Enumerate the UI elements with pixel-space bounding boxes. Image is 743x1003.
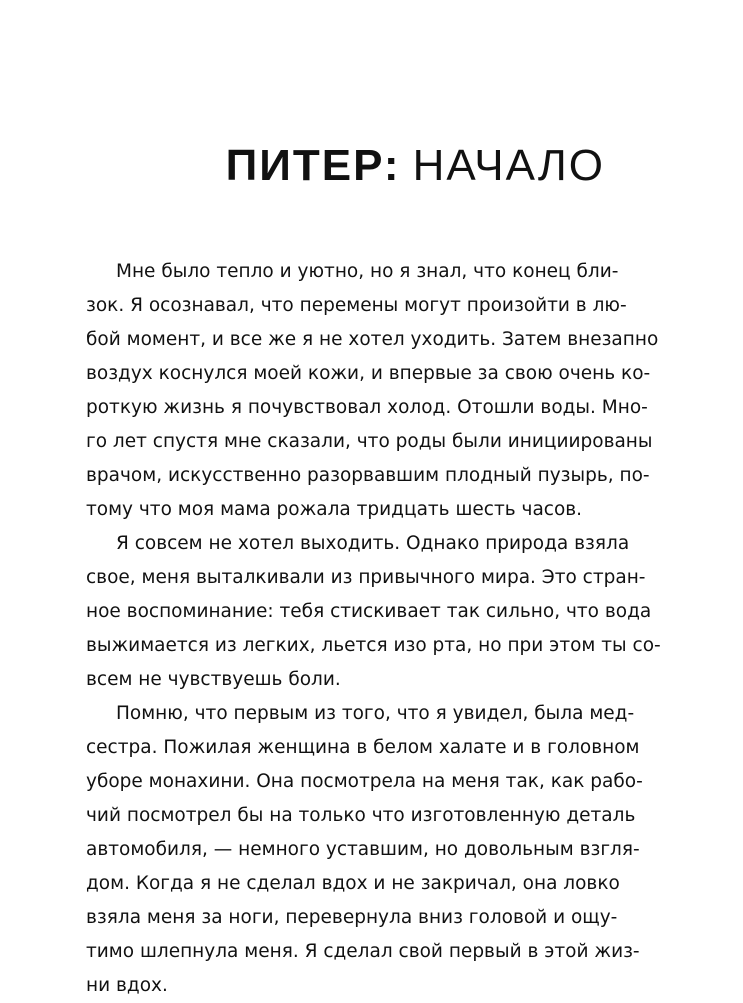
text-line: врачом, искусственно разорвавшим плодный пузырь, по- [86, 465, 650, 486]
text-line: ни вдох. [86, 975, 168, 996]
text-line: бой момент, и все же я не хотел уходить. Затем внезапно [86, 329, 659, 350]
text-line: всем не чувствуешь боли. [86, 669, 341, 690]
text-line: свое, меня выталкивали из привычного мира. Это стран- [86, 567, 646, 588]
text-line: дом. Когда я не сделал вдох и не закричал, она ловко [86, 873, 620, 894]
text-line: Мне было тепло и уютно, но я знал, что конец бли- [116, 261, 619, 282]
text-line: го лет спустя мне сказали, что роды были инициированы [86, 431, 653, 452]
chapter-title [226, 140, 605, 192]
text-line: выжимается из легких, льется изо рта, но при этом ты со- [86, 635, 661, 656]
text-line: тому что моя мама рожала тридцать шесть часов. [86, 499, 583, 520]
text-line: Помню, что первым из того, что я увидел, была мед- [116, 703, 635, 724]
text-line: Я совсем не хотел выходить. Однако природа взяла [116, 533, 630, 554]
text-line: воздух коснулся моей кожи, и впервые за свою очень ко- [86, 363, 651, 384]
text-line: сестра. Пожилая женщина в белом халате и в головном [86, 737, 640, 758]
chapter-title-light: НАЧАЛО [412, 141, 605, 190]
text-line: чий посмотрел бы на только что изготовленную деталь [86, 805, 636, 826]
text-line: роткую жизнь я почувствовал холод. Отошли воды. Мно- [86, 397, 648, 418]
text-line: тимо шлепнула меня. Я сделал свой первый в этой жиз- [86, 941, 640, 962]
text-line: автомобиля, — немного уставшим, но довольным взгля- [86, 839, 640, 860]
chapter-title-bold: ПИТЕР: [225, 141, 401, 190]
text-line: зок. Я осознавал, что перемены могут произойти в лю- [86, 295, 627, 316]
text-line: ное воспоминание: тебя стискивает так сильно, что вода [86, 601, 652, 622]
text-line: уборе монахини. Она посмотрела на меня так, как рабо- [86, 771, 643, 792]
text-line: взяла меня за ноги, перевернула вниз головой и ощу- [86, 907, 618, 928]
